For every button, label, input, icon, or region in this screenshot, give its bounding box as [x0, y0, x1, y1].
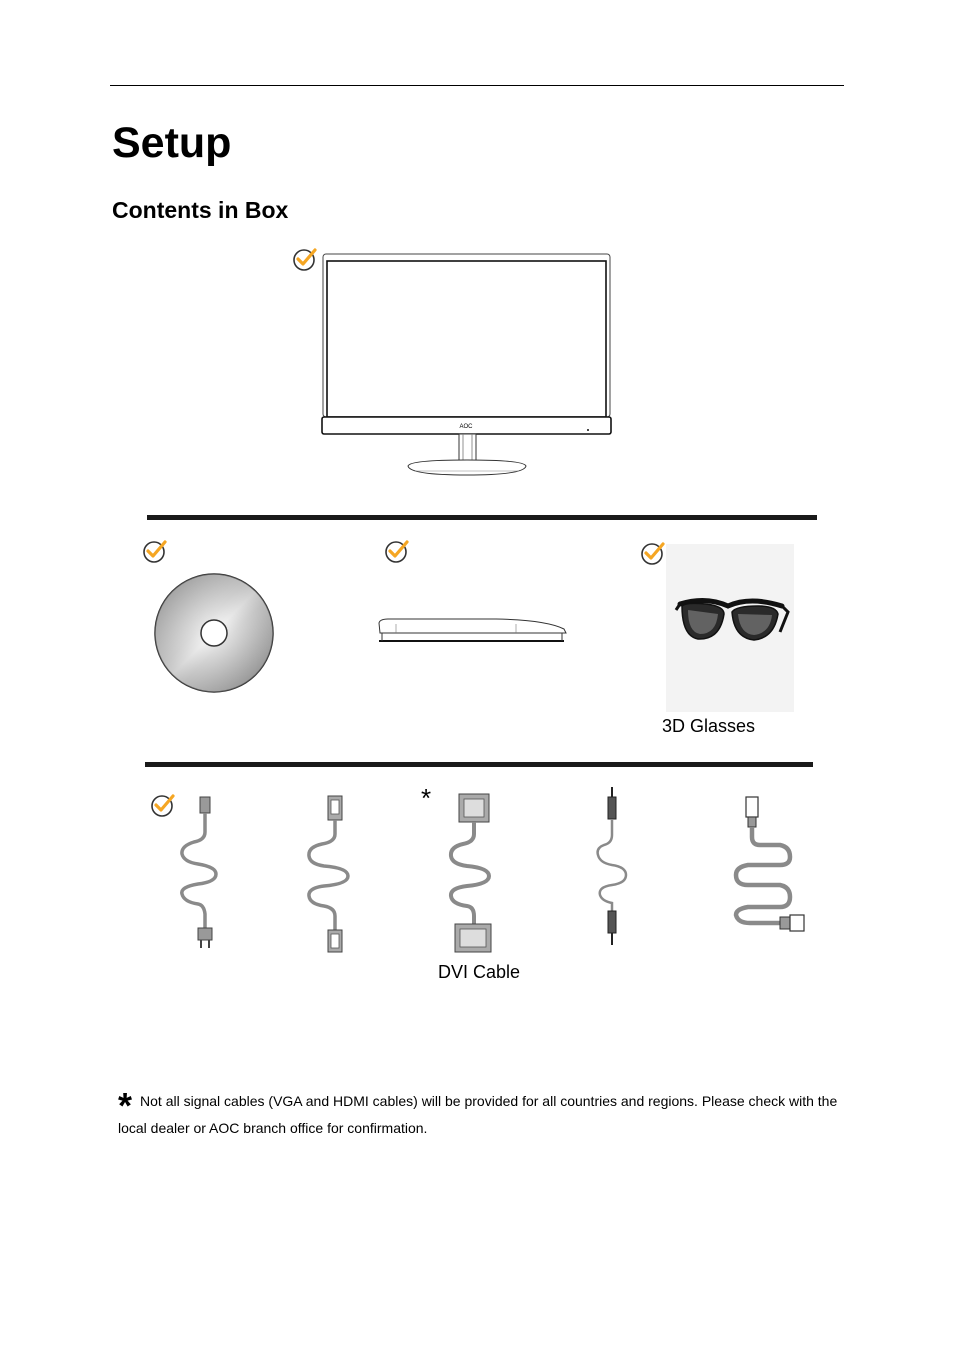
cd-icon: [153, 572, 275, 694]
monitor-logo: AOC: [459, 424, 473, 430]
hdmi-cable-icon: [730, 795, 810, 935]
check-icon: [142, 538, 168, 564]
audio-cable-icon: [592, 785, 632, 950]
asterisk-icon: *: [421, 783, 432, 813]
check-icon: [384, 538, 410, 564]
check-icon: [150, 792, 176, 818]
dvi-cable-icon: [443, 790, 499, 958]
section-divider: [145, 762, 813, 767]
glasses-icon: [666, 544, 794, 712]
footnote-text: Not all signal cables (VGA and HDMI cables) will be provided for all countries and regions. Please check with the local dealer or AOC branch office for confirmation.: [118, 1093, 838, 1136]
glasses-label: 3D Glasses: [662, 716, 756, 736]
header-rule: [110, 85, 844, 86]
page-title: Setup: [112, 119, 232, 167]
monitor-icon: [320, 252, 615, 480]
section-title: Contents in Box: [112, 197, 289, 223]
power-cable-icon: [176, 792, 226, 952]
base-icon: [376, 615, 570, 645]
section-divider: [147, 515, 817, 520]
asterisk-icon: *: [118, 1085, 133, 1126]
vga-cable-icon: [300, 792, 360, 957]
dvi-label: DVI Cable: [438, 962, 521, 982]
check-icon: [640, 540, 666, 566]
check-icon: [292, 246, 318, 272]
footnote: [118, 1085, 838, 1140]
